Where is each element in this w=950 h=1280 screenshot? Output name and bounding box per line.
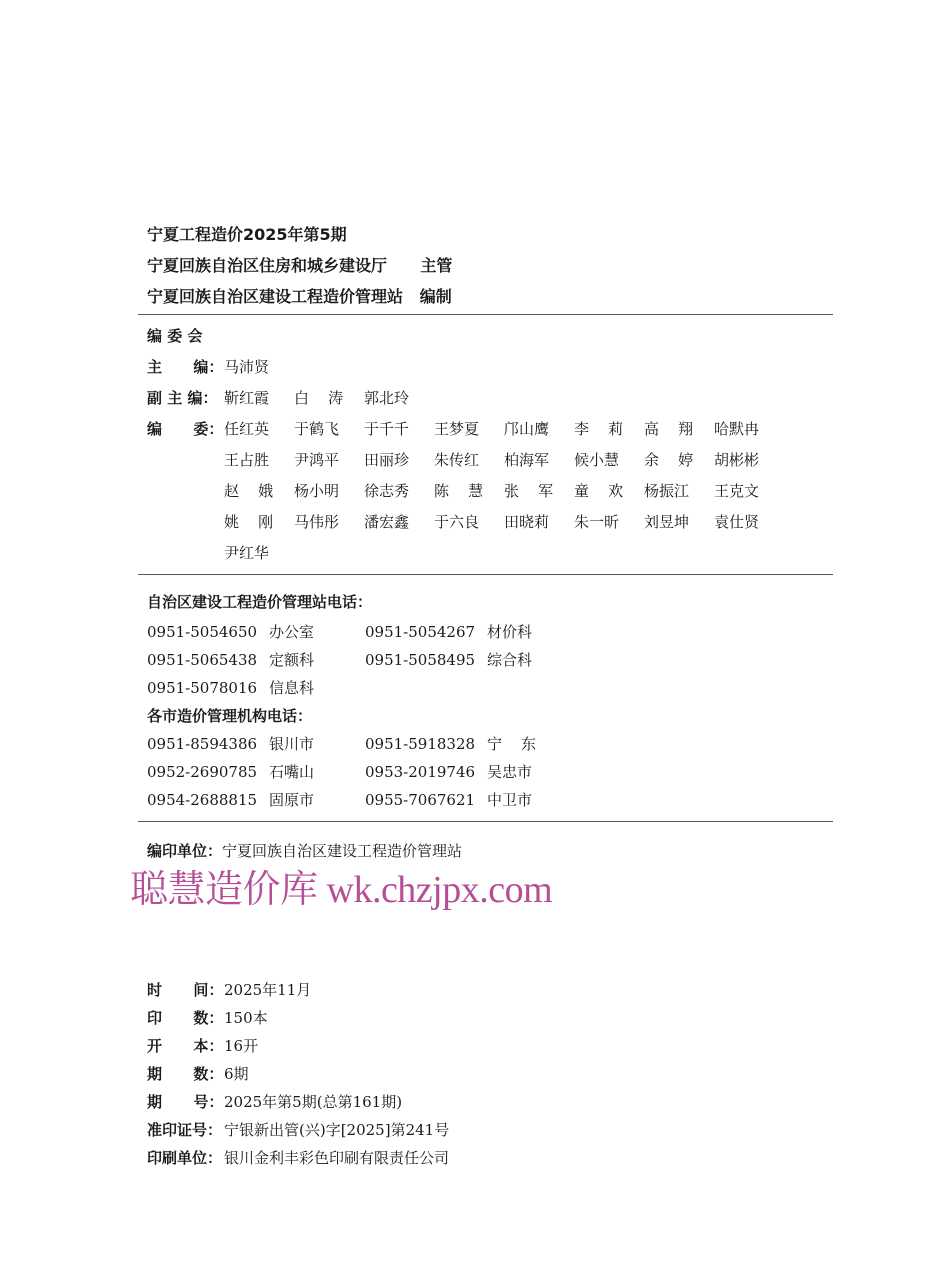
divider (138, 574, 833, 575)
phone-row (147, 758, 827, 786)
phone-number (365, 674, 487, 702)
phone-number: 0951-5054650 (147, 623, 258, 641)
publication-row (147, 1144, 449, 1172)
publication-value: 2025年第5期(总第161期) (224, 1093, 403, 1111)
phone-row (147, 674, 827, 702)
editorial-committee (147, 321, 827, 569)
committee-member: 于千千 (364, 420, 410, 438)
supervisor-line: 宁夏回族自治区住房和城乡建设厅 主管 (147, 256, 453, 275)
print-unit-label: 编印单位： (147, 842, 223, 860)
deputy-editor-row (147, 383, 827, 414)
department: 石嘴山 (269, 763, 315, 781)
members-label: 编 委： (147, 420, 224, 438)
masthead (147, 219, 452, 312)
station-phone-list (147, 618, 827, 702)
committee-member: 任红英 (224, 420, 270, 438)
city-phones-title: 各市造价管理机构电话： (147, 707, 313, 725)
committee-member: 姚 刚 (224, 513, 274, 531)
publication-label: 时 间： (147, 981, 224, 999)
print-unit-value: 宁夏回族自治区建设工程造价管理站 (222, 842, 463, 860)
phone-number: 0951-5058495 (365, 651, 476, 669)
phone-number: 0953-2019746 (365, 763, 476, 781)
phone-number: 0951-8594386 (147, 735, 258, 753)
committee-member: 潘宏鑫 (364, 513, 410, 531)
committee-member: 李 莉 (574, 420, 624, 438)
committee-member: 徐志秀 (364, 482, 410, 500)
issue-title: 宁夏工程造价2025年第5期 (147, 225, 347, 244)
city-phone-list (147, 730, 827, 814)
phone-directory (147, 590, 827, 814)
divider (138, 821, 833, 822)
committee-member: 王占胜 (224, 451, 270, 469)
department: 材价科 (487, 623, 533, 641)
phone-number: 0951-5065438 (147, 651, 258, 669)
phone-row (147, 730, 827, 758)
committee-member: 陈 慧 (434, 482, 484, 500)
committee-member: 于鹤飞 (294, 420, 340, 438)
committee-member: 杨振江 (644, 482, 690, 500)
members-list (224, 414, 784, 569)
publication-row (147, 1004, 449, 1032)
publication-value: 150本 (224, 1009, 268, 1027)
deputy-editor-name: 白 涛 (294, 389, 344, 407)
phone-row (147, 646, 827, 674)
publication-value: 16开 (224, 1037, 259, 1055)
phone-number: 0955-7067621 (365, 791, 476, 809)
department: 综合科 (487, 651, 533, 669)
committee-member: 赵 娥 (224, 482, 274, 500)
phone-number: 0952-2690785 (147, 763, 258, 781)
phone-number: 0951-5054267 (365, 623, 476, 641)
department: 定额科 (269, 651, 315, 669)
committee-member: 尹红华 (224, 544, 270, 562)
committee-member: 高 翔 (644, 420, 694, 438)
publication-label: 准印证号： (147, 1121, 223, 1139)
department: 银川市 (269, 735, 315, 753)
committee-member: 尹鸿平 (294, 451, 340, 469)
committee-member: 王梦夏 (434, 420, 480, 438)
committee-member: 哈默冉 (714, 420, 760, 438)
committee-member: 柏海军 (504, 451, 550, 469)
phone-number: 0951-5918328 (365, 735, 476, 753)
publication-row (147, 1088, 449, 1116)
committee-member: 朱传红 (434, 451, 480, 469)
committee-member: 于六良 (434, 513, 480, 531)
department: 信息科 (269, 679, 315, 697)
phone-row (147, 618, 827, 646)
watermark: 聪慧造价库 wk.chzjpx.com (130, 869, 553, 911)
publication-value: 6期 (224, 1065, 249, 1083)
department: 固原市 (269, 791, 315, 809)
members-row (147, 414, 827, 569)
committee-member: 朱一昕 (574, 513, 620, 531)
committee-member: 胡彬彬 (714, 451, 760, 469)
publication-row (147, 976, 449, 1004)
station-phones-title: 自治区建设工程造价管理站电话： (147, 593, 373, 611)
committee-member: 田晓莉 (504, 513, 550, 531)
publication-value: 银川金利丰彩色印刷有限责任公司 (224, 1149, 450, 1167)
publication-label: 期 数： (147, 1065, 224, 1083)
publication-label: 印刷单位： (147, 1149, 223, 1167)
publication-label: 期 号： (147, 1093, 224, 1111)
committee-title: 编 委 会 (147, 327, 203, 345)
publication-row (147, 1116, 449, 1144)
department (487, 674, 583, 702)
committee-member: 张 军 (504, 482, 554, 500)
committee-member: 田丽珍 (364, 451, 410, 469)
chief-editor-row (147, 352, 827, 383)
phone-number: 0951-5078016 (147, 679, 258, 697)
deputy-editor-name: 靳红霞 (224, 389, 270, 407)
committee-member: 刘昱坤 (644, 513, 690, 531)
committee-member: 童 欢 (574, 482, 624, 500)
department: 宁 东 (487, 735, 537, 753)
divider (138, 314, 833, 315)
deputy-editor-label: 副 主 编： (147, 389, 218, 407)
committee-member: 王克文 (714, 482, 760, 500)
editor-line: 宁夏回族自治区建设工程造价管理站 编制 (147, 287, 452, 306)
department: 吴忠市 (487, 763, 533, 781)
committee-member: 候小慧 (574, 451, 620, 469)
publication-row (147, 1060, 449, 1088)
department: 中卫市 (487, 791, 533, 809)
phone-row (147, 786, 827, 814)
chief-editor-label: 主 编： (147, 358, 224, 376)
department: 办公室 (269, 623, 315, 641)
chief-editor-name: 马沛贤 (224, 358, 270, 376)
publication-row (147, 1032, 449, 1060)
committee-member: 邝山鹰 (504, 420, 550, 438)
publication-label: 印 数： (147, 1009, 224, 1027)
publication-value: 宁银新出管(兴)字[2025]第241号 (224, 1121, 450, 1139)
publication-info (147, 976, 449, 1172)
committee-member: 余 婷 (644, 451, 694, 469)
publication-label: 开 本： (147, 1037, 224, 1055)
committee-member: 袁仕贤 (714, 513, 760, 531)
committee-member: 杨小明 (294, 482, 340, 500)
phone-number: 0954-2688815 (147, 791, 258, 809)
committee-member: 马伟彤 (294, 513, 340, 531)
deputy-editor-name: 郭北玲 (364, 389, 410, 407)
publication-value: 2025年11月 (224, 981, 312, 999)
